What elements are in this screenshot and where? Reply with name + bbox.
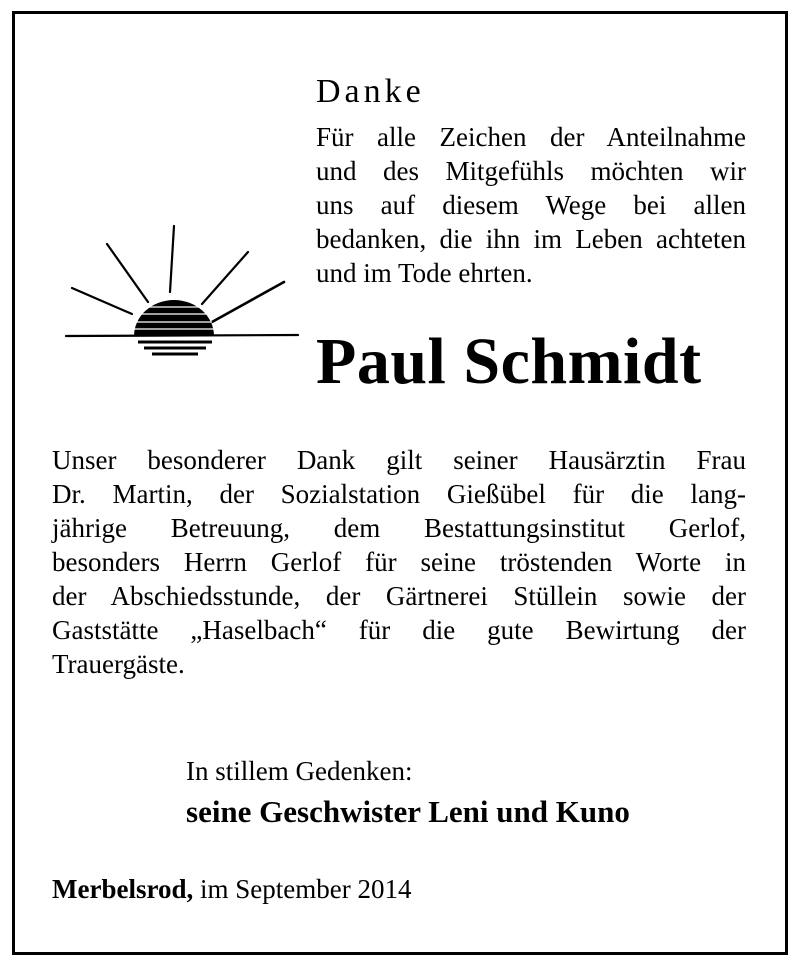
notice-title: Danke: [316, 73, 425, 110]
intro-line: und im Tode ehrten.: [316, 258, 533, 288]
signers: seine Geschwister Leni und Kuno: [186, 794, 630, 829]
setting-sun-icon: [62, 218, 302, 368]
body-line: Gaststätte „Haselbach“ für die gute Bewirtung der: [52, 615, 746, 645]
intro-line: und des Mitgefühls möchten wir: [316, 156, 746, 186]
deceased-name: Paul Schmidt: [316, 325, 702, 398]
intro-paragraph: [316, 120, 746, 290]
body-line: jährige Betreuung, dem Bestattungsinstitut Gerlof,: [52, 513, 746, 543]
body-line: Trauergäste.: [52, 649, 185, 679]
body-line: besonders Herrn Gerlof für seine tröstenden Worte in: [52, 547, 746, 577]
body-line: Dr. Martin, der Sozialstation Gießübel für die lang-: [52, 479, 746, 509]
place-date: [52, 872, 411, 906]
intro-line: uns auf diesem Wege bei allen: [316, 190, 746, 220]
thanks-paragraph: [52, 443, 746, 681]
notice-date: im September 2014: [199, 874, 412, 904]
body-line: Unser besonderer Dank gilt seiner Hausärztin Frau: [52, 445, 746, 475]
remembrance-label: In stillem Gedenken:: [186, 756, 413, 786]
intro-line: bedanken, die ihn im Leben achteten: [316, 224, 746, 254]
body-line: der Abschiedsstunde, der Gärtnerei Stüllein sowie der: [52, 581, 746, 611]
intro-line: Für alle Zeichen der Anteilnahme: [316, 122, 746, 152]
place-name: Merbelsrod,: [52, 874, 194, 904]
